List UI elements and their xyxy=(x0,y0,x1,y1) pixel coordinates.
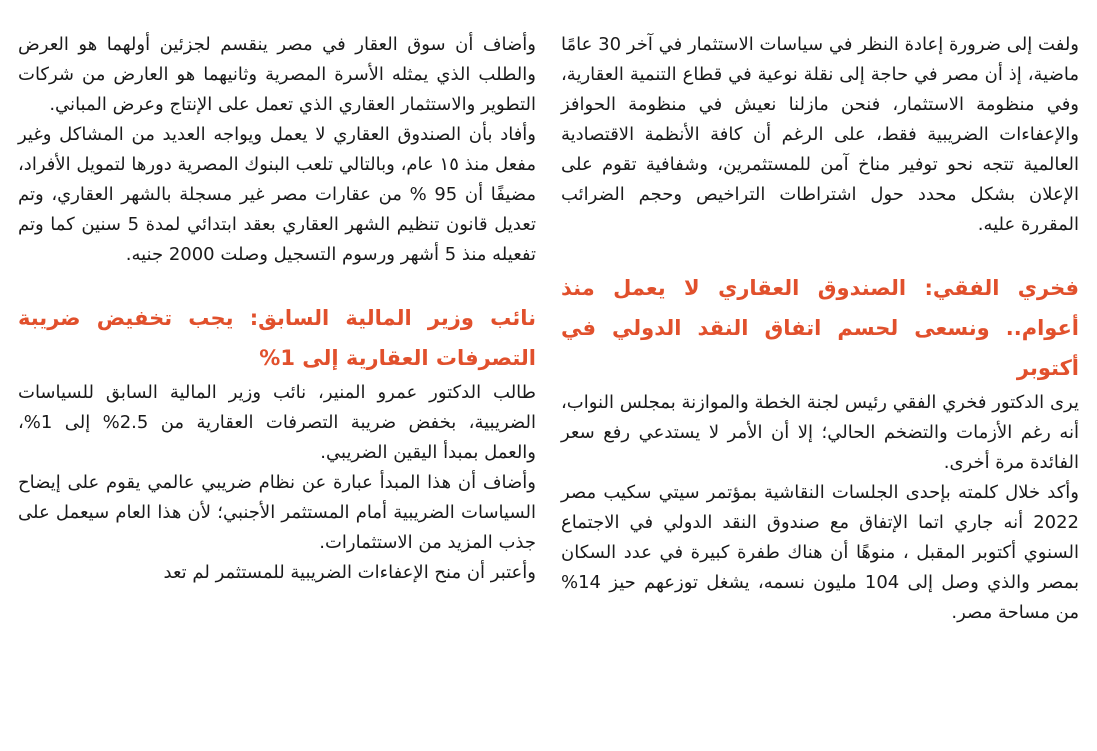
article-column-left xyxy=(18,30,536,588)
paragraph: وأضاف أن هذا المبدأ عبارة عن نظام ضريبي عالمي يقوم على إيضاح السياسات الضريبية أمام المستثمر الأجنبي؛ لأن هذا العام سيعمل على جذب المزيد من الاستثمارات. xyxy=(18,472,536,553)
paragraph: وأفاد بأن الصندوق العقاري لا يعمل ويواجه العديد من المشاكل وغير مفعل منذ ١٥ عام، وبالتالي تلعب البنوك المصرية دورها لتمويل الأفراد، مضيفًا أن 95 % من عقارات مصر غير مسجلة بالشهر العقاري، وتم تعديل قانون تنظيم الشهر العقاري بعقد ابتدائي لمدة 5 سنين كما وتم تفعيله منذ 5 أشهر ورسوم التسجيل وصلت 2000 جنيه. xyxy=(18,124,537,265)
paragraph: يرى الدكتور فخري الفقي رئيس لجنة الخطة والموازنة بمجلس النواب، أنه رغم الأزمات والتضخم الحالي؛ إلا أن الأمر لا يستدعي رفع سعر الفائدة مرة أخرى. xyxy=(561,392,1079,473)
section-heading: نائب وزير المالية السابق: يجب تخفيض ضريبة التصرفات العقارية إلى 1% xyxy=(18,306,536,370)
paragraph: ولفت إلى ضرورة إعادة النظر في سياسات الاستثمار في آخر 30 عامًا ماضية، إذ أن مصر في حاجة إلى نقلة نوعية في قطاع التنمية العقارية، وفي منظومة الاستثمار، فنحن مازلنا نعيش في منظومة الحوافز والإعفاءات الضريبية فقط، على الرغم أن كافة الأنظمة الاقتصادية العالمية تتجه نحو توفير مناخ آمن للمستثمرين، وشفافية تقوم على الإعلان بشكل محدد حول اشتراطات التراخيص وحجم الضرائب المقررة عليه. xyxy=(561,34,1080,235)
paragraph: طالب الدكتور عمرو المنير، نائب وزير المالية السابق للسياسات الضريبية، بخفض ضريبة التصرفات العقارية من 2.5% إلى 1%، والعمل بمبدأ اليقين الضريبي. xyxy=(18,382,536,463)
section-heading: فخري الفقي: الصندوق العقاري لا يعمل منذ أعوام.. ونسعى لحسم اتفاق النقد الدولي في أكتوبر xyxy=(561,276,1079,380)
article-column-right xyxy=(561,30,1079,628)
paragraph: وأضاف أن سوق العقار في مصر ينقسم لجزئين أولهما هو العرض والطلب الذي يمثله الأسرة المصرية وثانيهما هو العارض من شركات التطوير والاستثمار العقاري الذي تعمل على الإنتاج وعرض المباني. xyxy=(18,34,536,115)
paragraph: وأعتبر أن منح الإعفاءات الضريبية للمستثمر لم تعد xyxy=(163,562,536,583)
paragraph: وأكد خلال كلمته بإحدى الجلسات النقاشية بمؤتمر سيتي سكيب مصر 2022 أنه جاري اتما الإتفاق مع صندوق النقد الدولي في الاجتماع السنوي أكتوبر المقبل ، منوهًا أن هناك طفرة كبيرة في عدد السكان بمصر والذي وصل إلى 104 مليون نسمه، يشغل توزعهم حيز 14% من مساحة مصر. xyxy=(561,482,1079,623)
